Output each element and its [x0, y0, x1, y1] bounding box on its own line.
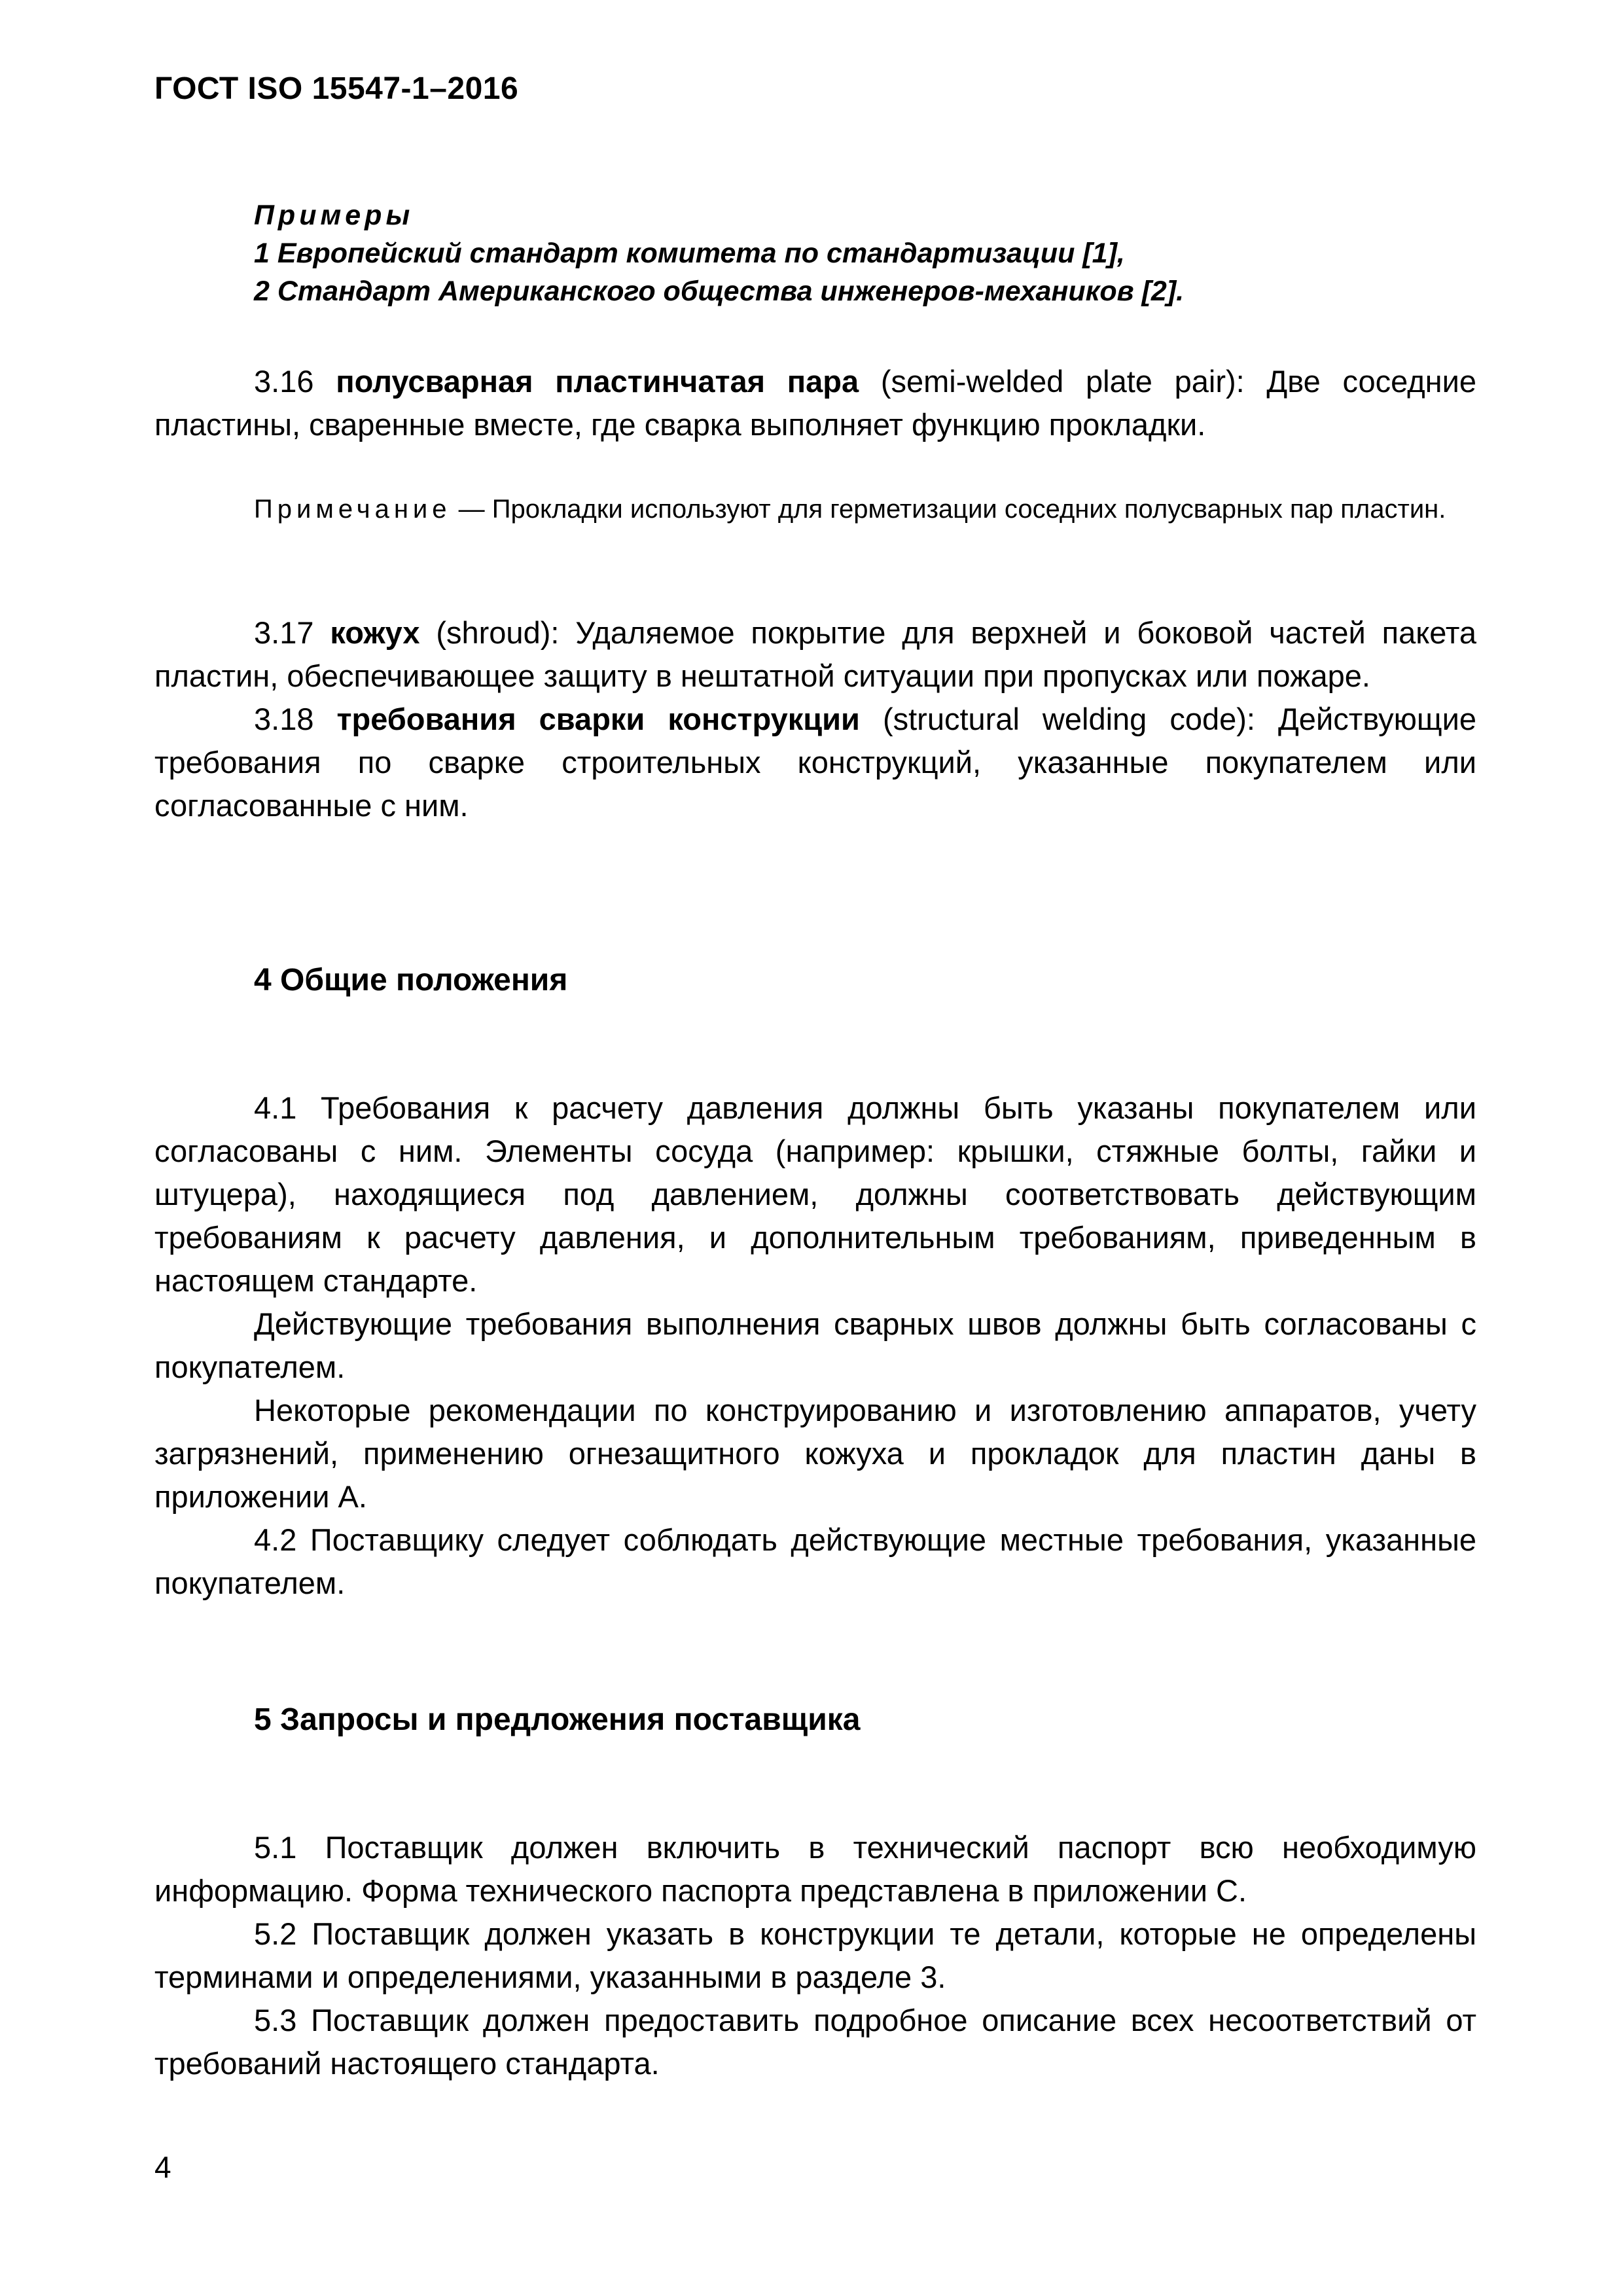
definition-text: (structural welding code): Действующие требования по сварке строительных конструкций, указанные покупателем или согласованные с ним.: [154, 702, 1476, 823]
paragraph: Действующие требования выполнения сварных швов должны быть согласованы с покупателем.: [154, 1306, 1476, 1384]
example-item: 2 Стандарт Американского общества инженеров-механиков [2].: [254, 276, 1185, 307]
section-4-heading: 4 Общие положения: [254, 963, 568, 997]
document-header: ГОСТ ISO 15547-1–2016: [154, 71, 519, 106]
examples-block: [254, 196, 1497, 310]
note-label: Примечание: [254, 495, 452, 524]
definition-number: 3.18: [254, 702, 314, 736]
definition-number: 3.17: [254, 615, 314, 650]
section-4-body: [154, 1086, 1476, 1605]
definition-term: полусварная пластинчатая пара: [336, 364, 859, 399]
definition-3-17: [154, 611, 1476, 698]
definition-3-16: [154, 360, 1476, 446]
examples-title: Примеры: [254, 200, 414, 231]
definition-term: требования сварки конструкции: [336, 702, 860, 736]
page-number: 4: [154, 2150, 171, 2184]
definition-text: (shroud): Удаляемое покрытие для верхней и боковой частей пакета пластин, обеспечивающее защиту в нештатной ситуации при пропусках или пожаре.: [154, 615, 1477, 693]
definition-text: (semi-welded plate pair): Две соседние пластины, сваренные вместе, где сварка выполняет функцию прокладки.: [154, 364, 1477, 442]
note-block: [154, 490, 1476, 529]
paragraph: 4.1 Требования к расчету давления должны быть указаны покупателем или согласованы с ним. Элементы сосуда (например: крышки, стяжные болты, гайки и штуцера), находящиеся под давлением, должны соответствовать действующим требованиям к расчету давления, и дополнительным требованиям, приведенным в настоящем стандарте.: [154, 1090, 1476, 1298]
definition-term: кожух: [330, 615, 420, 650]
paragraph: 4.2 Поставщику следует соблюдать действующие местные требования, указанные покупателем.: [154, 1522, 1476, 1600]
definition-3-18: [154, 698, 1476, 827]
definitions-3-17-3-18: [154, 611, 1476, 827]
paragraph: 5.1 Поставщик должен включить в технический паспорт всю необходимую информацию. Форма технического паспорта представлена в приложении С.: [154, 1830, 1476, 1908]
example-item: 1 Европейский стандарт комитета по стандартизации [1],: [254, 238, 1125, 269]
section-5-heading: 5 Запросы и предложения поставщика: [254, 1702, 861, 1737]
note-text: — Прокладки используют для герметизации соседних полусварных пар пластин.: [458, 495, 1446, 524]
paragraph: Некоторые рекомендации по конструированию и изготовлению аппаратов, учету загрязнений, применению огнезащитного кожуха и прокладок для пластин даны в приложении А.: [154, 1393, 1476, 1514]
paragraph: 5.3 Поставщик должен предоставить подробное описание всех несоответствий от требований настоящего стандарта.: [154, 2003, 1476, 2081]
definition-number: 3.16: [254, 364, 314, 399]
section-5-body: [154, 1826, 1476, 2085]
paragraph: 5.2 Поставщик должен указать в конструкции те детали, которые не определены терминами и определениями, указанными в разделе 3.: [154, 1916, 1476, 1994]
